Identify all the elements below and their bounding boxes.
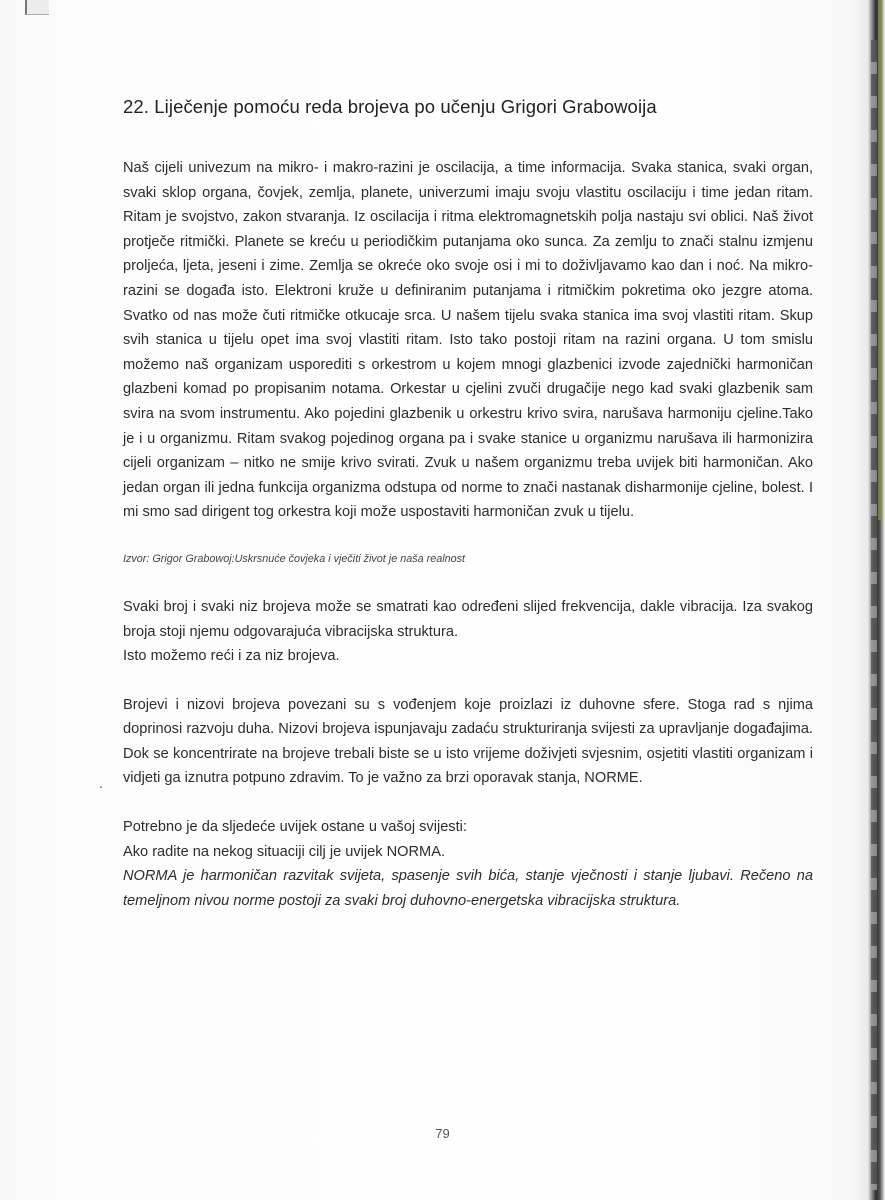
page-content — [123, 96, 813, 913]
scan-speck — [100, 786, 102, 788]
chapter-title: 22. Liječenje pomoću reda brojeva po učenju Grigori Grabowoija — [123, 96, 657, 117]
paragraph-norm-line-1: Potrebno je da sljedeće uvijek ostane u vašoj svijesti: — [123, 819, 467, 836]
scan-corner-mark — [25, 0, 49, 15]
spiral-binding-edge — [871, 40, 877, 1190]
page-number: 79 — [435, 1126, 450, 1141]
paragraph-number-vibration — [123, 595, 813, 669]
paragraph-orchestra-analogy: Naš cijeli univezum na mikro- i makro-razini je oscilacija, a time informacija. Svaka stanica, svaki organ, svaki sklop organa, čovjek, zemlja, planete, univerzumi imaju svoju vlastitu oscilaciju i time jedan ritam. Ritam je svojstvo, zakon stvaranja. Iz oscilacija i ritma elektromagnetskih polja nastaju svi oblici. Naš život protječe ritmički. Planete se kreću u periodičkim putanjama oko sunca. Za zemlju to znači stalnu izmjenu proljeća, ljeta, jeseni i zime. Zemlja se okreće oko svoje osi i mi to doživljavamo kao dan i noć. Na mikro-razini se događa isto. Elektroni kruže u definiranim putanjama i ritmičkim pokretima oko jezgre atoma. Svatko od nas može čuti ritmičke otkucaje srca. U našem tijelu svaka stanica ima svoj vlastiti ritam. Skup svih stanica u tijelu opet ima svoj vlastiti ritam. Isto tako postoji ritam na razini organa. U tom smislu možemo naš organizam usporediti s orkestrom u kojem mnogi glazbenici izvode zajednički harmoničan glazbeni komad po propisanim notama. Orkestar u cjelini zvuči drugačije nego kad svaki glazbenik sam svira na svom instrumentu. Ako pojedini glazbenik u orkestru krivo svira, narušava harmoniju cjeline.Tako je i u organizmu. Ritam svakog pojedinog organa pa i svake stanice u organizmu narušava ili harmonizira cijeli organizam – nitko ne smije krivo svirati. Zvuk u našem organizmu treba uvijek biti harmoničan. Ako jedan organ ili jedna funkcija organizma odstupa od norme to znači nastanak disharmonije cjeline, bolest. I mi smo sad dirigent tog orkestra koji može uspostaviti harmoničan zvuk u tijelu. — [123, 160, 813, 521]
paragraph-norm — [123, 815, 813, 913]
paragraph-spiritual-guidance: Brojevi i nizovi brojeva povezani su s vođenjem koje proizlazi iz duhovne sfere. Stoga rad s njima doprinosi razvoju duha. Nizovi brojeva ispunjavaju zadaću strukturiranja svijesti za upravljanje događajima. Dok se koncentrirate na brojeve trebali biste se u isto vrijeme doživjeti svjesnim, osjetiti vlastiti organizam i vidjeti ga iznutra potpuno zdravim. To je važno za brzi oporavak stanja, NORME. — [123, 696, 813, 787]
norm-definition-italic: NORMA je harmoničan razvitak svijeta, spasenje svih bića, stanje vječnosti i stanje ljubavi. Rečeno na temeljnom nivou norme postoji za svaki broj duhovno-energetska vibracijska struktura. — [123, 868, 813, 909]
paragraph-number-vibration-text: Svaki broj i svaki niz brojeva može se smatrati kao određeni slijed frekvencija, dakle vibracija. Iza svakog broja stoji njemu odgovarajuća vibracijska struktura. — [123, 598, 813, 640]
binding-edge-tint — [878, 0, 881, 520]
paragraph-norm-line-2: Ako radite na nekog situaciji cilj je uvijek NORMA. — [123, 843, 446, 860]
paragraph-number-vibration-line: Isto možemo reći i za niz brojeva. — [123, 648, 340, 665]
source-citation: Izvor: Grigor Grabowoj:Uskrsnuće čovjeka i vječiti život je naša realnost — [123, 552, 466, 565]
